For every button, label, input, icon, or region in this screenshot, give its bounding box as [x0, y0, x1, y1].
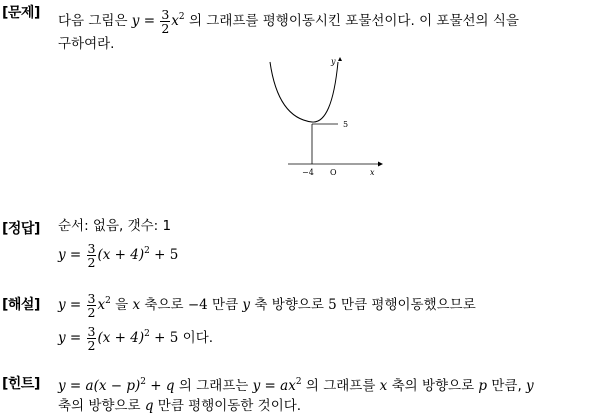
- problem-eq-lhs: y: [131, 13, 140, 29]
- hint-text: 축의 방향으로: [391, 378, 475, 394]
- hint-text: 의 그래프는: [178, 378, 249, 394]
- parabola-curve: [270, 62, 338, 122]
- hint-text: 축의 방향으로: [58, 398, 141, 414]
- hint-label: [힌트]: [2, 376, 40, 392]
- problem-eq-exp: 2: [178, 12, 185, 22]
- problem-line-1: [58, 7, 519, 35]
- answer-equation: [58, 241, 178, 269]
- hint-eq-tail: + q: [150, 378, 175, 394]
- answer-eq-middle: (x + 4): [97, 247, 145, 263]
- problem-text: 의 그래프를 평행이동시킨 포물선이다. 이 포물선의 식을: [188, 13, 519, 29]
- explanation-text: 을: [115, 297, 129, 313]
- answer-eq-prefix: y =: [58, 247, 82, 263]
- answer-eq-suffix: + 5: [154, 247, 179, 263]
- explanation-line-1: [58, 291, 476, 319]
- explanation-eq2-middle: (x + 4): [97, 330, 145, 346]
- hint-q: q: [144, 398, 154, 414]
- hint-eq2: y = ax: [252, 378, 296, 394]
- explanation-label: [해설]: [2, 297, 40, 313]
- fraction-denominator: 2: [161, 21, 170, 36]
- explanation-fraction: [87, 292, 97, 319]
- explanation-text: 만큼 평행이동했으므로: [341, 297, 476, 313]
- fraction-denominator: 2: [87, 255, 96, 270]
- hint-y: y: [526, 378, 534, 394]
- hint-text: 만큼,: [491, 378, 522, 394]
- hint-eq2-exp: 2: [295, 377, 302, 387]
- problem-label: [문제]: [2, 5, 40, 21]
- hint-text: 만큼 평행이동한 것이다.: [157, 398, 302, 414]
- explanation-eq2-exp: 2: [144, 329, 150, 339]
- x-axis-arrow: [378, 162, 383, 167]
- explanation-fraction-2: [87, 325, 97, 352]
- answer-roots: 순서: 없음, 갯수: 1: [58, 218, 172, 234]
- vertex-x-label: −4: [302, 168, 314, 177]
- explanation-x: x: [132, 297, 141, 313]
- explanation-text: 축으로: [144, 297, 184, 313]
- explanation-shift-y: 5: [328, 297, 337, 313]
- fraction-denominator: 2: [87, 338, 96, 353]
- parabola-figure: [262, 52, 392, 182]
- explanation-eq2-prefix: y =: [58, 330, 82, 346]
- explanation-text: 만큼: [212, 297, 239, 313]
- answer-fraction: [87, 242, 97, 269]
- hint-line-2: [58, 396, 301, 416]
- hint-p: p: [478, 378, 488, 394]
- explanation-shift-x: −4: [187, 297, 208, 313]
- explanation-eq-exp: 2: [105, 296, 111, 306]
- explanation-text: 축 방향으로: [254, 297, 324, 313]
- fraction-numerator: 3: [161, 7, 170, 22]
- problem-fraction: [160, 8, 170, 35]
- y-axis-label: y: [331, 57, 336, 66]
- hint-text: 의 그래프를: [305, 378, 376, 394]
- x-axis-label: x: [370, 168, 375, 177]
- fraction-numerator: 3: [87, 291, 96, 306]
- problem-eq-var: x: [171, 13, 179, 29]
- explanation-eq-prefix: y =: [58, 297, 82, 313]
- problem-eq-sign: =: [143, 13, 156, 29]
- explanation-line-2: [58, 324, 213, 352]
- problem-line-2: 구하여라.: [58, 36, 115, 52]
- hint-line-1: [58, 372, 534, 396]
- explanation-eq-var: x: [97, 297, 106, 313]
- answer-label: [정답]: [2, 221, 40, 237]
- explanation-y: y: [242, 297, 251, 313]
- hint-eq: y = a(x − p): [58, 378, 141, 394]
- origin-label: O: [330, 168, 337, 177]
- fraction-numerator: 3: [87, 241, 96, 256]
- explanation-text: 이다.: [182, 330, 214, 346]
- problem-text: 다음 그림은: [58, 13, 128, 29]
- explanation-eq2-suffix: + 5: [154, 330, 179, 346]
- fraction-denominator: 2: [87, 305, 96, 320]
- hint-x: x: [379, 378, 388, 394]
- answer-eq-exp: 2: [144, 246, 150, 256]
- vertex-y-label: 5: [343, 120, 349, 129]
- y-axis-arrow: [338, 57, 342, 61]
- fraction-numerator: 3: [87, 324, 96, 339]
- hint-eq-exp: 2: [140, 377, 146, 387]
